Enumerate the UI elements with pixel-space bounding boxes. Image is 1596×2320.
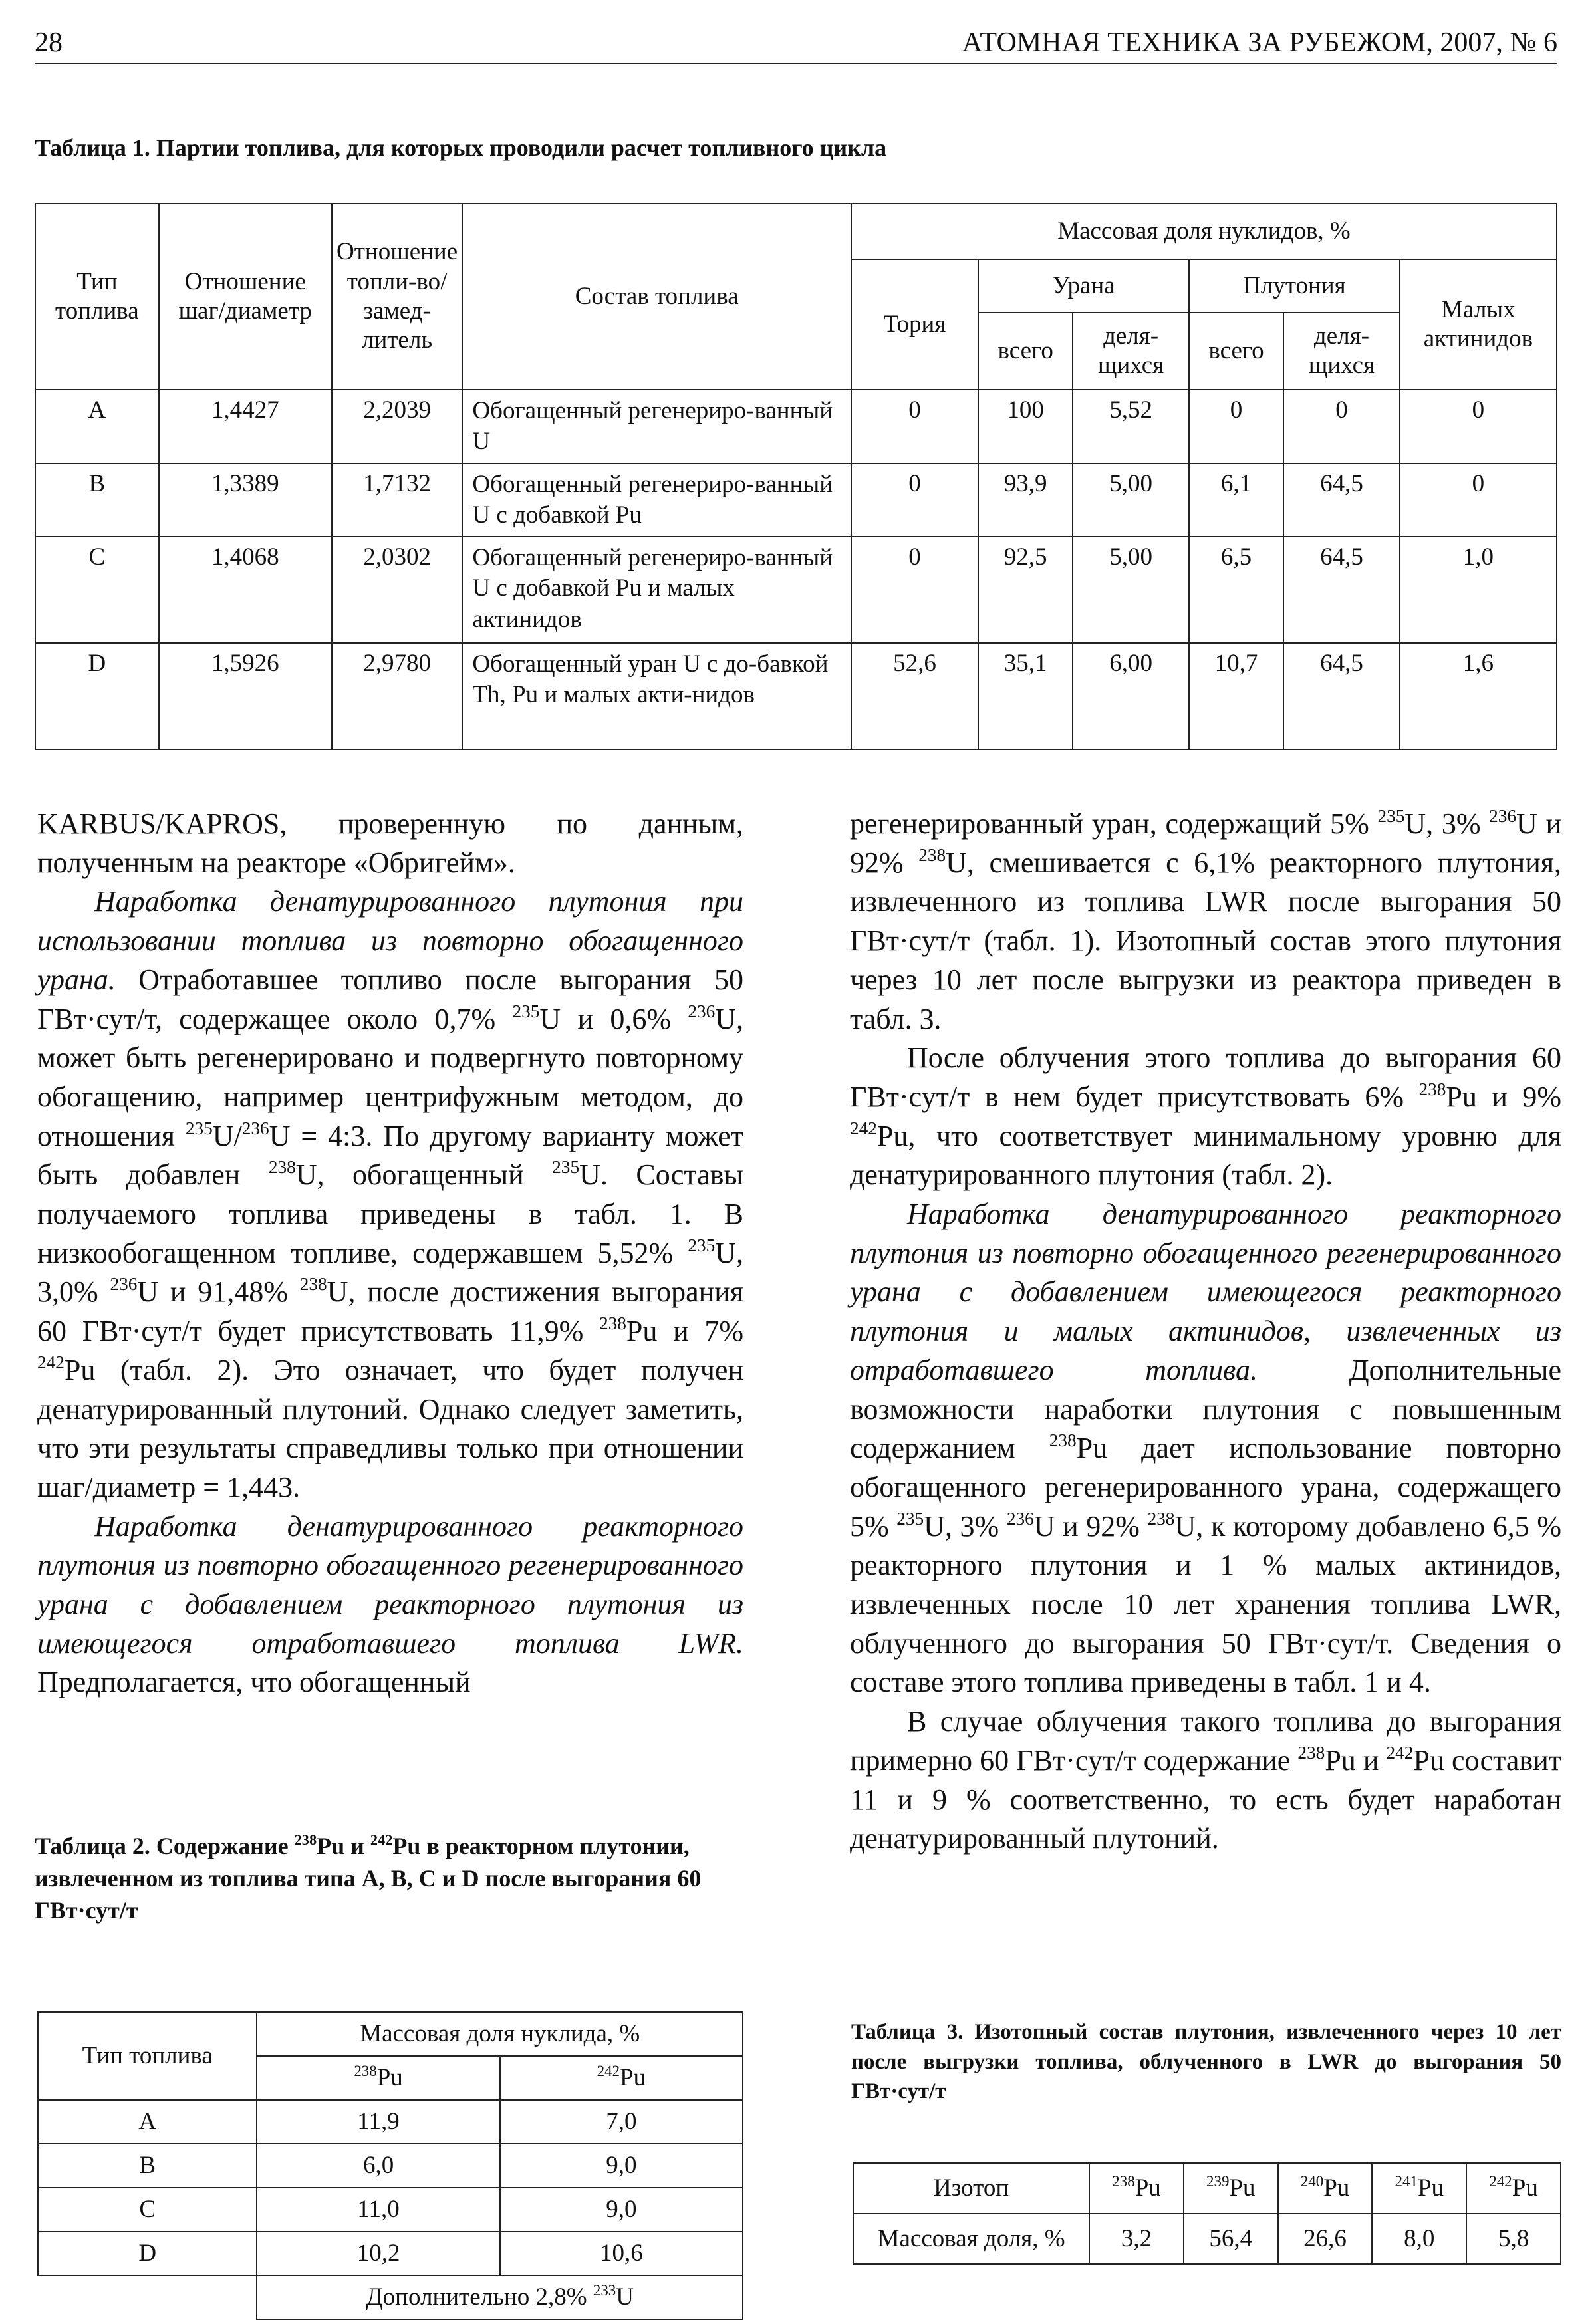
cell-pitch: 1,4427: [159, 390, 332, 463]
cell-pitch: 1,5926: [159, 643, 332, 749]
table2-header-mass: Массовая доля нуклида, %: [257, 2012, 743, 2056]
cell-u-total: 35,1: [978, 643, 1073, 749]
cell-u-total: 92,5: [978, 537, 1073, 643]
cell-value: 5,8: [1466, 2214, 1561, 2264]
cell-pu242: 7,0: [500, 2100, 743, 2144]
cell-fuel-mod: 2,0302: [332, 537, 463, 643]
cell-composition: Обогащенный регенериро-ванный U с добавкой Pu: [462, 463, 851, 537]
text: KARBUS/KAPROS, проверенную по данным, полученным на реакторе «Обригейм».: [37, 807, 743, 879]
cell-type: C: [38, 2188, 257, 2232]
cell-ma: 1,0: [1400, 537, 1557, 643]
isotope-sup: 238: [299, 1274, 327, 1295]
isotope-sup: 238: [1112, 2172, 1135, 2190]
table-row: [35, 537, 1557, 643]
isotope-sup: 241: [1395, 2172, 1418, 2190]
journal-title: АТОМНАЯ ТЕХНИКА ЗА РУБЕЖОМ, 2007, № 6: [962, 27, 1557, 58]
isotope-sup: 240: [1300, 2172, 1324, 2190]
text: Дополнительно 2,8%: [366, 2283, 587, 2311]
cell-pu-fissile: 64,5: [1283, 463, 1400, 537]
table1-header-u-fissile: деля-щихся: [1073, 313, 1189, 390]
text: U, 3,0%: [37, 1236, 743, 1309]
cell-u-fissile: 5,00: [1073, 463, 1189, 537]
table3-header-pu242: [1466, 2163, 1561, 2214]
text: U и 92%: [850, 807, 1562, 879]
text: Pu: [1512, 2174, 1538, 2202]
text: U и 91,48%: [137, 1275, 288, 1309]
table1-header-thorium: Тория: [851, 259, 978, 390]
table-row: [35, 390, 1557, 463]
table-row: [38, 2100, 743, 2144]
cell-type: D: [38, 2232, 257, 2275]
text: Pu и 7%: [626, 1315, 744, 1348]
paragraph: [37, 1507, 743, 1703]
cell-type: D: [35, 643, 159, 749]
paragraph: [850, 805, 1561, 1039]
cell-th: 0: [851, 390, 978, 463]
table3-header-isotope: Изотоп: [853, 2163, 1089, 2214]
isotope-sup: 242: [1386, 1742, 1414, 1763]
table1-header-type: Тип топлива: [35, 203, 159, 390]
isotope-sup: 238: [598, 1313, 626, 1334]
text: Pu и: [317, 1833, 364, 1859]
left-column: [37, 805, 743, 1702]
paragraph: [37, 882, 743, 1507]
cell-pu-fissile: 64,5: [1283, 537, 1400, 643]
isotope-sup: 238: [268, 1157, 296, 1178]
cell-value: 56,4: [1184, 2214, 1278, 2264]
table2-caption: [35, 1830, 739, 1927]
cell-pu242: 9,0: [500, 2188, 743, 2232]
isotope-sup: 235: [185, 1118, 213, 1138]
isotope-sup: 236: [110, 1274, 138, 1295]
cell-pu-fissile: 64,5: [1283, 643, 1400, 749]
isotope-sup: 235: [688, 1235, 716, 1255]
table2: [37, 2011, 743, 2320]
table3-header-pu241: [1372, 2163, 1466, 2214]
cell-u-total: 93,9: [978, 463, 1073, 537]
cell-pu-total: 10,7: [1189, 643, 1283, 749]
table1-header-plutonium: Плутония: [1189, 259, 1400, 313]
cell-type: C: [35, 537, 159, 643]
table-row: [35, 643, 1557, 749]
cell-pu242: 10,6: [500, 2232, 743, 2275]
cell-composition: Обогащенный регенериро-ванный U: [462, 390, 851, 463]
text: U, после достижения выгорания 60 ГВт·сут/т будет присутствовать 11,9%: [37, 1275, 744, 1348]
isotope-sup: 235: [512, 1001, 540, 1021]
cell-composition: Обогащенный уран U с до-бавкой Th, Pu и малых акти-нидов: [462, 643, 851, 749]
table1-header-composition: Состав топлива: [462, 203, 851, 390]
text: Pu: [620, 2063, 646, 2091]
isotope-sup: 236: [688, 1001, 716, 1021]
cell-pitch: 1,4068: [159, 537, 332, 643]
page-number: 28: [35, 27, 63, 58]
table1: [35, 203, 1557, 750]
cell-u-fissile: 5,00: [1073, 537, 1189, 643]
table1-header-mass-fraction: Массовая доля нуклидов, %: [851, 203, 1557, 259]
cell-ma: 0: [1400, 463, 1557, 537]
cell-type: A: [38, 2100, 257, 2144]
table3-caption: Таблица 3. Изотопный состав плутония, извлеченного через 10 лет после выгрузки топлива, облученного в LWR до выгорания 50 ГВт·сут/т: [851, 2020, 1561, 2104]
paragraph: [850, 1195, 1561, 1702]
table2-header-pu242: [500, 2056, 743, 2100]
section-heading-italic: Наработка денатурированного плутония при использовании топлива из повторно обогащенного урана.: [37, 885, 743, 996]
cell-value: 26,6: [1278, 2214, 1373, 2264]
text: U и 92%: [1033, 1509, 1140, 1543]
cell-pu238: 11,9: [257, 2100, 499, 2144]
text: Pu дает использование повторно обогащенного регенерированного урана, содержащего 5%: [850, 1432, 1562, 1543]
text: U, может быть регенерировано и подвергнуто повторному обогащению, например центрифужным методом, до отношения: [37, 1002, 744, 1152]
text: регенерированный уран, содержащий 5%: [850, 807, 1369, 840]
cell-pu242: 9,0: [500, 2144, 743, 2188]
table1-header-pu-fissile: деля-щихся: [1283, 313, 1400, 390]
table3-header-pu240: [1278, 2163, 1373, 2214]
cell-type: B: [38, 2144, 257, 2188]
cell-composition: Обогащенный регенериро-ванный U с добавкой Pu и малых актинидов: [462, 537, 851, 643]
page-header: [35, 20, 1557, 64]
isotope-sup: 238: [294, 1831, 317, 1849]
text: Pu: [1323, 2174, 1350, 2202]
cell-pu238: 6,0: [257, 2144, 499, 2188]
paragraph: [37, 805, 743, 882]
text: Pu: [1134, 2174, 1161, 2202]
text: Pu в реакторном плутонии, извлеченном из топлива типа A, B, C и D после выгорания 60 ГВт·сут/т: [35, 1833, 702, 1924]
isotope-sup: 233: [593, 2281, 616, 2299]
cell-th: 52,6: [851, 643, 978, 749]
cell-fuel-mod: 1,7132: [332, 463, 463, 537]
text: Pu и 9%: [1446, 1080, 1562, 1113]
cell-pu238: 10,2: [257, 2232, 499, 2275]
table1-header-u-total: всего: [978, 313, 1073, 390]
isotope-sup: 238: [354, 2062, 377, 2079]
isotope-sup: 242: [597, 2062, 620, 2079]
cell-u-fissile: 6,00: [1073, 643, 1189, 749]
isotope-sup: 238: [1297, 1742, 1325, 1763]
isotope-sup: 238: [1418, 1079, 1446, 1100]
text: U и 0,6%: [539, 1002, 671, 1035]
paragraph: [850, 1039, 1561, 1195]
cell-value: 8,0: [1372, 2214, 1466, 2264]
table1-header-pu-total: всего: [1189, 313, 1283, 390]
isotope-sup: 238: [918, 844, 946, 865]
cell-pu238: 11,0: [257, 2188, 499, 2232]
isotope-sup: 239: [1206, 2172, 1230, 2190]
text: Pu, что соответствует минимальному уровню для денатурированного плутония (табл. 2).: [850, 1119, 1561, 1192]
table3-header-pu238: [1089, 2163, 1184, 2214]
isotope-sup: 242: [37, 1352, 65, 1372]
table1-header-minor-actinides: Малых актинидов: [1400, 259, 1557, 390]
table1-header-pitch: Отношение шаг/диаметр: [159, 203, 332, 390]
text: U: [616, 2283, 634, 2311]
text: U. Составы получаемого топлива приведены в табл. 1. В низкообогащенном топливе, содержавшем 5,52%: [37, 1158, 743, 1269]
text: U, 3%: [1404, 807, 1481, 840]
table1-caption: Таблица 1. Партии топлива, для которых проводили расчет топливного цикла: [35, 134, 887, 161]
isotope-sup: 236: [241, 1118, 269, 1138]
isotope-sup: 242: [1489, 2172, 1512, 2190]
text: После облучения этого топлива до выгорания 60 ГВт·сут/т в нем будет присутствовать 6%: [850, 1041, 1561, 1113]
cell-u-fissile: 5,52: [1073, 390, 1189, 463]
cell-ma: 0: [1400, 390, 1557, 463]
cell-pu-total: 0: [1189, 390, 1283, 463]
cell-type: B: [35, 463, 159, 537]
table3-row-label: Массовая доля, %: [853, 2214, 1089, 2264]
section-heading-italic: Наработка денатурированного реакторного плутония из повторно обогащенного регенерированного урана с добавлением имеющегося реакторного плутония и малых актинидов, извлеченных из отработавшего топлива.: [850, 1198, 1561, 1386]
text: Pu и: [1325, 1743, 1379, 1777]
table1-header-fuel-mod: Отношение топли-во/замед-литель: [332, 203, 463, 390]
text: Предполагается, что обогащенный: [37, 1666, 471, 1699]
isotope-sup: 236: [1489, 806, 1517, 827]
text: Pu: [376, 2063, 403, 2091]
table2-header-pu238: [257, 2056, 499, 2100]
isotope-sup: 242: [850, 1118, 877, 1138]
text: U/: [212, 1119, 242, 1152]
cell-fuel-mod: 2,9780: [332, 643, 463, 749]
text: U, к которому добавлено 6,5 % реакторного плутония и 1 % малых актинидов, извлеченных после 10 лет хранения топлива LWR, облученного до выгорания 50 ГВт·сут/т. Сведения о составе этого топлива приведены в табл. 1 и 4.: [850, 1509, 1562, 1699]
cell-u-total: 100: [978, 390, 1073, 463]
table1-header-uranium: Урана: [978, 259, 1189, 313]
text: U, 3%: [924, 1509, 999, 1543]
text: Таблица 2. Содержание: [35, 1833, 289, 1859]
text: Pu: [1229, 2174, 1256, 2202]
isotope-sup: 236: [1006, 1508, 1034, 1529]
table3-header-pu239: [1184, 2163, 1278, 2214]
table2-footer: [257, 2275, 743, 2319]
cell-type: A: [35, 390, 159, 463]
text: В случае облучения такого топлива до выгорания примерно 60 ГВт·сут/т содержание: [850, 1705, 1561, 1777]
table-row: [38, 2232, 743, 2275]
table-row: [35, 463, 1557, 537]
text: U, обогащенный: [295, 1158, 524, 1192]
cell-ma: 1,6: [1400, 643, 1557, 749]
table2-header-type: Тип топлива: [38, 2012, 257, 2100]
isotope-sup: 235: [1377, 806, 1405, 827]
table-row: [38, 2144, 743, 2188]
cell-th: 0: [851, 463, 978, 537]
isotope-sup: 238: [1049, 1430, 1077, 1451]
cell-pu-total: 6,1: [1189, 463, 1283, 537]
isotope-sup: 238: [1147, 1508, 1175, 1529]
cell-fuel-mod: 2,2039: [332, 390, 463, 463]
cell-pu-total: 6,5: [1189, 537, 1283, 643]
text: Дополнительные возможности наработки плутония с повышенным содержанием: [850, 1353, 1562, 1465]
cell-pitch: 1,3389: [159, 463, 332, 537]
cell-value: 3,2: [1089, 2214, 1184, 2264]
paragraph: [850, 1702, 1561, 1859]
cell-th: 0: [851, 537, 978, 643]
section-heading-italic: Наработка денатурированного реакторного плутония из повторно обогащенного регенерированного урана с добавлением реакторного плутония из имеющегося отработавшего топлива LWR.: [37, 1509, 743, 1660]
text: Pu составит 11 и 9 % соответственно, то есть будет наработан денатурированный плутоний.: [850, 1743, 1561, 1855]
table3: [853, 2162, 1561, 2265]
isotope-sup: 235: [552, 1157, 580, 1178]
right-column: [850, 805, 1561, 1859]
text: U, смешивается с 6,1% реакторного плутония, извлеченного из топлива LWR после выгорания 50 ГВт·сут/т (табл. 1). Изотопный состав этого плутония через 10 лет после выгрузки из реактора приведен в табл. 3.: [850, 846, 1561, 1035]
text: U = 4:3. По другому варианту может быть добавлен: [37, 1119, 743, 1192]
isotope-sup: 235: [896, 1508, 924, 1529]
text: Отработавшее топливо после выгорания 50 ГВт·сут/т, содержащее около 0,7%: [37, 963, 743, 1035]
table-row: [853, 2214, 1561, 2264]
text: Pu (табл. 2). Это означает, что будет получен денатурированный плутоний. Однако следует заметить, что эти результаты справедливы только при отношении шаг/диаметр = 1,443.: [37, 1353, 743, 1503]
text: Pu: [1417, 2174, 1444, 2202]
isotope-sup: 242: [370, 1831, 393, 1849]
cell-pu-fissile: 0: [1283, 390, 1400, 463]
table-row: [38, 2188, 743, 2232]
